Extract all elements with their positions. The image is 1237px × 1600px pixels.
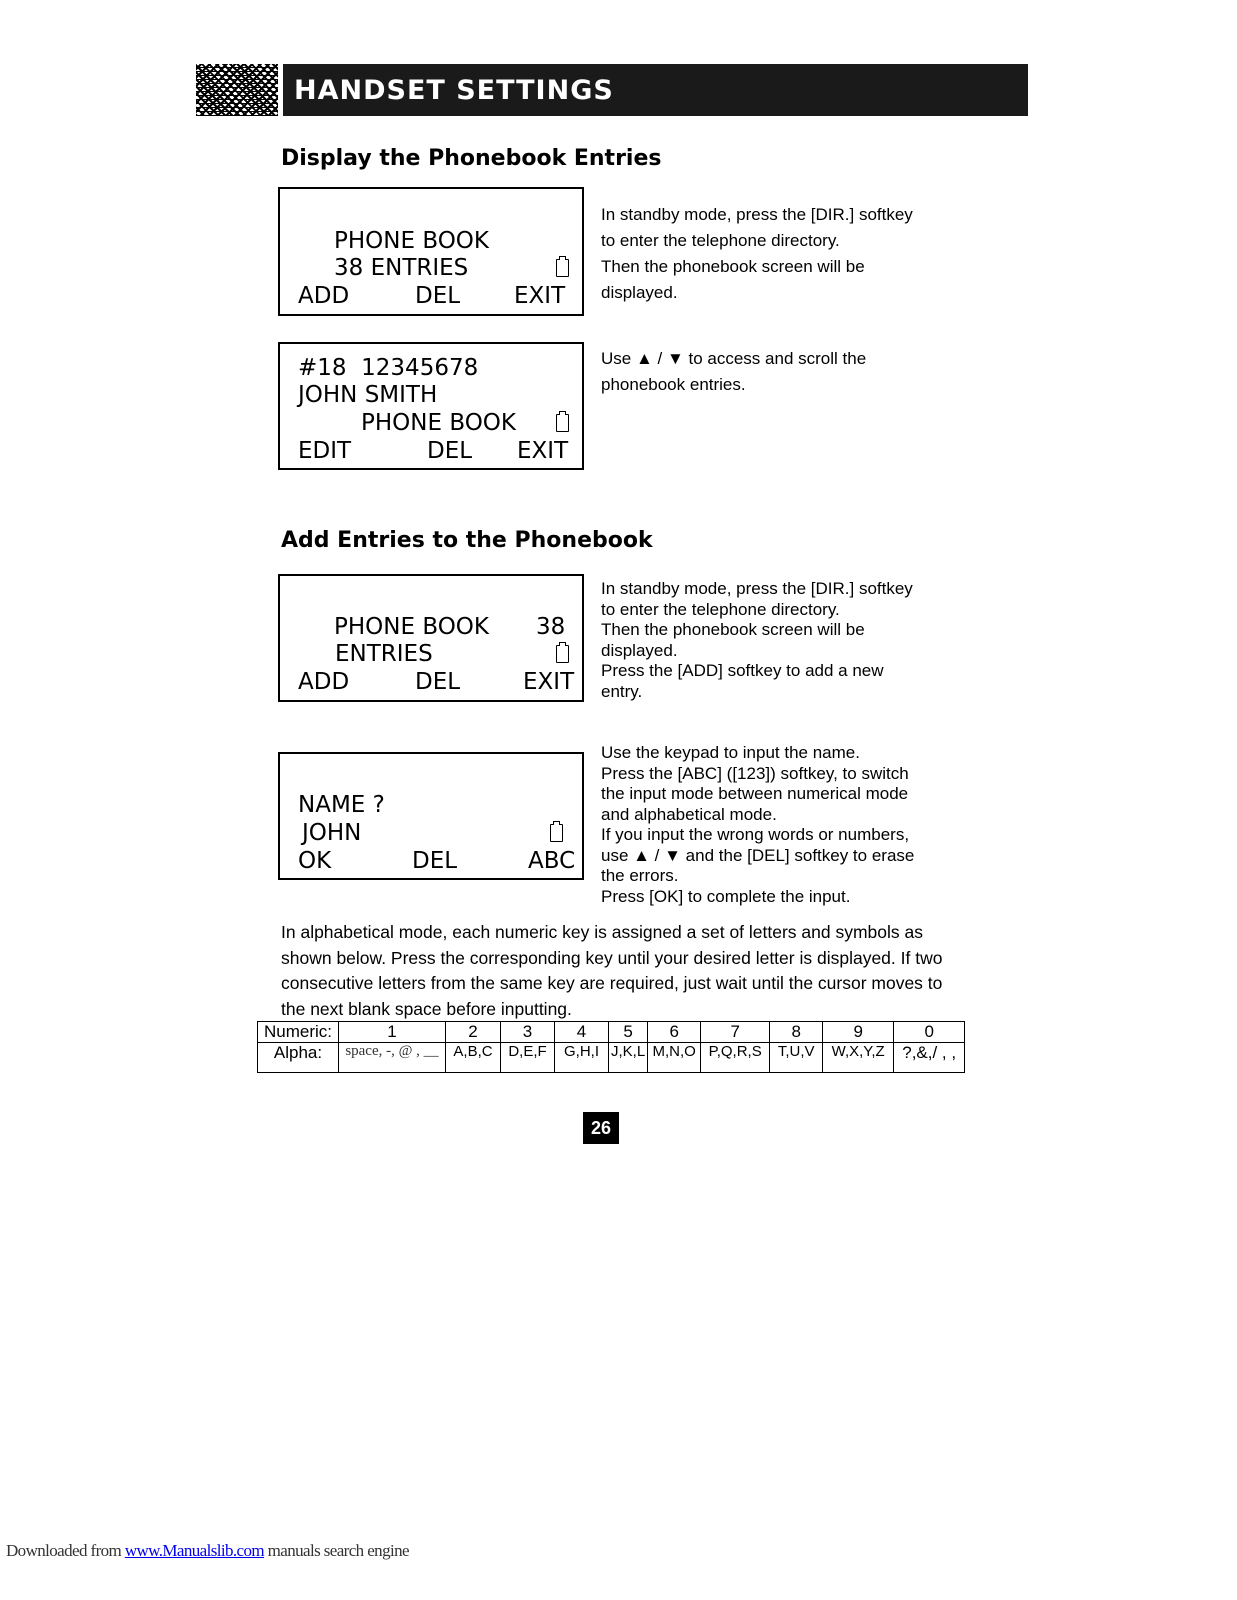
softkey-right-label: ABC bbox=[528, 848, 576, 874]
description-line: use ▲ / ▼ and the [DEL] softkey to erase bbox=[601, 845, 915, 865]
table-cell: 0 bbox=[894, 1022, 965, 1043]
softkey-mid-label: DEL bbox=[415, 669, 461, 695]
table-cell: M,N,O bbox=[648, 1043, 701, 1073]
table-cell: 8 bbox=[770, 1022, 823, 1043]
softkey-right-label: EXIT bbox=[523, 669, 575, 695]
description-block bbox=[601, 743, 914, 907]
battery-icon bbox=[556, 414, 569, 432]
alphabetical-mode-paragraph: In alphabetical mode, each numeric key is assigned a set of letters and symbols as shown below. Press the corresponding key until your desired letter is displayed. If two consecutive letters from the same key are required, just wait until the cursor moves to the next blank space before inputting. bbox=[281, 922, 943, 1019]
table-cell: 6 bbox=[648, 1022, 701, 1043]
table-cell: 2 bbox=[446, 1022, 501, 1043]
battery-icon bbox=[550, 824, 563, 842]
softkey-right-label: EXIT bbox=[514, 283, 566, 309]
lcd-line: #18 12345678 bbox=[298, 355, 479, 381]
softkey-left-label: OK bbox=[298, 848, 332, 874]
lcd-line: PHONE BOOK bbox=[334, 614, 489, 640]
softkey-right-label: EXIT bbox=[517, 438, 569, 464]
description-line: Then the phonebook screen will be bbox=[601, 620, 865, 639]
section-title-display: Display the Phonebook Entries bbox=[281, 146, 662, 171]
battery-icon bbox=[556, 259, 569, 277]
footer-suffix: manuals search engine bbox=[264, 1541, 409, 1560]
footer-prefix: Downloaded from bbox=[6, 1541, 125, 1560]
description-line: to enter the telephone directory. bbox=[601, 599, 840, 619]
description-line: phonebook entries. bbox=[601, 375, 746, 394]
description-line: In standby mode, press the [DIR.] softkey bbox=[601, 579, 913, 598]
table-cell: D,E,F bbox=[501, 1043, 555, 1073]
lcd-entry-count: 38 bbox=[536, 614, 566, 640]
lcd-screen-entry bbox=[278, 342, 584, 470]
lcd-line: 38 ENTRIES bbox=[334, 255, 469, 281]
description-line: displayed. bbox=[601, 283, 678, 302]
table-cell: 3 bbox=[501, 1022, 555, 1043]
table-cell: 9 bbox=[823, 1022, 894, 1043]
lcd-line: JOHN SMITH bbox=[298, 382, 438, 408]
lcd-line: PHONE BOOK bbox=[334, 228, 489, 254]
table-cell: 1 bbox=[339, 1022, 446, 1043]
footer-link[interactable]: www.Manualslib.com bbox=[124, 1541, 265, 1560]
table-row bbox=[258, 1022, 965, 1043]
header-title: HANDSET SETTINGS bbox=[294, 74, 614, 106]
table-cell: T,U,V bbox=[770, 1043, 823, 1073]
section-header bbox=[283, 64, 1028, 116]
table-cell: 4 bbox=[555, 1022, 609, 1043]
row-header: Alpha: bbox=[258, 1043, 339, 1073]
description-line: entry. bbox=[601, 681, 643, 701]
keypad-character-table bbox=[257, 1021, 965, 1073]
softkey-mid-label: DEL bbox=[415, 283, 461, 309]
table-cell: 5 bbox=[609, 1022, 648, 1043]
description-line: In standby mode, press the [DIR.] softkey bbox=[601, 205, 913, 224]
description-line: Then the phonebook screen will be bbox=[601, 257, 865, 276]
table-cell: W,X,Y,Z bbox=[823, 1043, 894, 1073]
description-line: displayed. bbox=[601, 640, 678, 660]
lcd-line: JOHN bbox=[302, 820, 362, 846]
lcd-line: NAME ? bbox=[298, 792, 385, 818]
description-line: Use the keypad to input the name. bbox=[601, 743, 860, 762]
description-line: the errors. bbox=[601, 866, 679, 885]
table-cell: G,H,I bbox=[555, 1043, 609, 1073]
header-logo-pattern bbox=[196, 64, 278, 116]
description-line: the input mode between numerical mode bbox=[601, 784, 909, 803]
description-line: to enter the telephone directory. bbox=[601, 231, 840, 250]
description-line: and alphabetical mode. bbox=[601, 804, 777, 824]
description-line: Press [OK] to complete the input. bbox=[601, 886, 851, 906]
lcd-screen-name-input bbox=[278, 752, 584, 880]
softkey-mid-label: DEL bbox=[412, 848, 458, 874]
description-block bbox=[601, 202, 913, 306]
table-cell: space, -, @ , __ bbox=[339, 1043, 446, 1073]
description-block bbox=[601, 346, 866, 398]
lcd-line: ENTRIES bbox=[335, 641, 433, 667]
battery-icon bbox=[556, 645, 569, 663]
softkey-left-label: ADD bbox=[298, 669, 350, 695]
table-cell: 7 bbox=[701, 1022, 770, 1043]
table-cell: P,Q,R,S bbox=[701, 1043, 770, 1073]
description-block bbox=[601, 579, 913, 702]
description-line: Use ▲ / ▼ to access and scroll the bbox=[601, 349, 867, 368]
description-line: If you input the wrong words or numbers, bbox=[601, 825, 910, 844]
softkey-left-label: ADD bbox=[298, 283, 350, 309]
section-title-add: Add Entries to the Phonebook bbox=[281, 528, 653, 553]
lcd-screen-phonebook bbox=[278, 187, 584, 316]
description-line: Press the [ADD] softkey to add a new bbox=[601, 661, 884, 680]
table-cell: J,K,L bbox=[609, 1043, 648, 1073]
table-row bbox=[258, 1043, 965, 1073]
description-line: Press the [ABC] ([123]) softkey, to switch bbox=[601, 763, 909, 783]
footer bbox=[6, 1541, 409, 1561]
table-cell: A,B,C bbox=[446, 1043, 501, 1073]
lcd-screen-phonebook-add bbox=[278, 574, 584, 702]
row-header: Numeric: bbox=[258, 1022, 339, 1043]
softkey-mid-label: DEL bbox=[427, 438, 473, 464]
lcd-line: PHONE BOOK bbox=[361, 410, 516, 436]
softkey-left-label: EDIT bbox=[298, 438, 352, 464]
table-cell: ?,&,/ , , bbox=[894, 1043, 965, 1073]
page-number: 26 bbox=[583, 1112, 619, 1144]
